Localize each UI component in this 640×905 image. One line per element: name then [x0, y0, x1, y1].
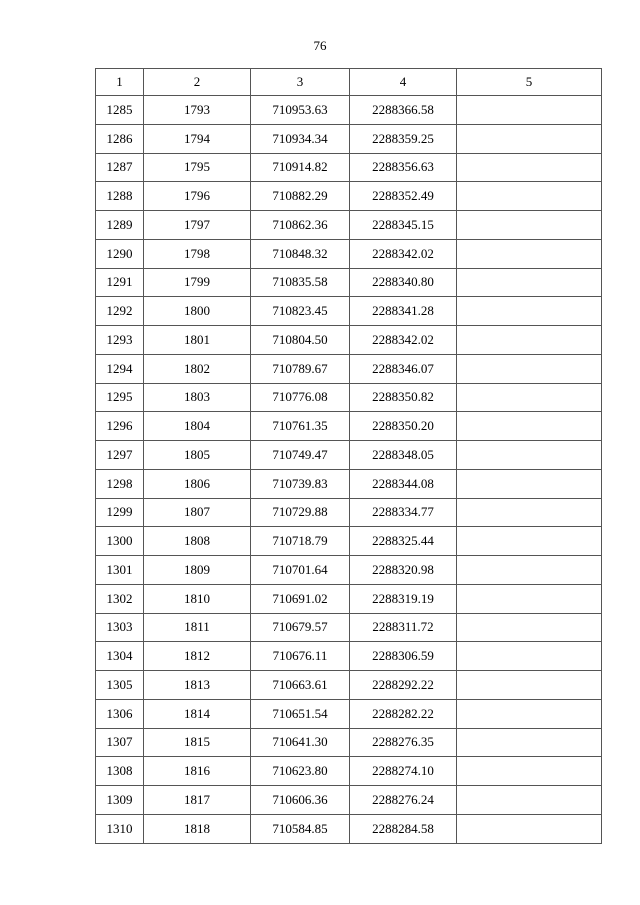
table-row: [96, 556, 602, 585]
table-row: [96, 96, 602, 125]
row-number-cell: 1292: [96, 297, 144, 326]
table-row: [96, 182, 602, 211]
table-row: [96, 527, 602, 556]
x-coordinate-cell: 710749.47: [251, 441, 350, 470]
point-number-cell: 1804: [144, 412, 251, 441]
note-cell: [457, 383, 602, 412]
table-row: [96, 239, 602, 268]
note-cell: [457, 182, 602, 211]
table-row: [96, 354, 602, 383]
note-cell: [457, 556, 602, 585]
note-cell: [457, 584, 602, 613]
table-row: [96, 757, 602, 786]
column-header-4: 4: [350, 69, 457, 96]
row-number-cell: 1305: [96, 671, 144, 700]
x-coordinate-cell: 710953.63: [251, 96, 350, 125]
table-row: [96, 642, 602, 671]
note-cell: [457, 498, 602, 527]
point-number-cell: 1811: [144, 613, 251, 642]
x-coordinate-cell: 710651.54: [251, 699, 350, 728]
x-coordinate-cell: 710691.02: [251, 584, 350, 613]
point-number-cell: 1818: [144, 814, 251, 843]
point-number-cell: 1815: [144, 728, 251, 757]
x-coordinate-cell: 710641.30: [251, 728, 350, 757]
point-number-cell: 1806: [144, 469, 251, 498]
y-coordinate-cell: 2288342.02: [350, 326, 457, 355]
x-coordinate-cell: 710882.29: [251, 182, 350, 211]
point-number-cell: 1805: [144, 441, 251, 470]
table-row: [96, 498, 602, 527]
note-cell: [457, 699, 602, 728]
x-coordinate-cell: 710934.34: [251, 124, 350, 153]
point-number-cell: 1808: [144, 527, 251, 556]
note-cell: [457, 671, 602, 700]
point-number-cell: 1799: [144, 268, 251, 297]
table-row: [96, 786, 602, 815]
y-coordinate-cell: 2288359.25: [350, 124, 457, 153]
point-number-cell: 1813: [144, 671, 251, 700]
y-coordinate-cell: 2288325.44: [350, 527, 457, 556]
table-row: [96, 728, 602, 757]
row-number-cell: 1296: [96, 412, 144, 441]
column-header-2: 2: [144, 69, 251, 96]
note-cell: [457, 326, 602, 355]
x-coordinate-cell: 710823.45: [251, 297, 350, 326]
x-coordinate-cell: 710701.64: [251, 556, 350, 585]
table-row: [96, 671, 602, 700]
x-coordinate-cell: 710804.50: [251, 326, 350, 355]
note-cell: [457, 354, 602, 383]
row-number-cell: 1290: [96, 239, 144, 268]
row-number-cell: 1301: [96, 556, 144, 585]
table-row: [96, 211, 602, 240]
column-header-5: 5: [457, 69, 602, 96]
y-coordinate-cell: 2288341.28: [350, 297, 457, 326]
y-coordinate-cell: 2288352.49: [350, 182, 457, 211]
point-number-cell: 1797: [144, 211, 251, 240]
row-number-cell: 1299: [96, 498, 144, 527]
note-cell: [457, 441, 602, 470]
table-row: [96, 699, 602, 728]
y-coordinate-cell: 2288292.22: [350, 671, 457, 700]
y-coordinate-cell: 2288340.80: [350, 268, 457, 297]
y-coordinate-cell: 2288282.22: [350, 699, 457, 728]
note-cell: [457, 412, 602, 441]
x-coordinate-cell: 710776.08: [251, 383, 350, 412]
note-cell: [457, 786, 602, 815]
point-number-cell: 1817: [144, 786, 251, 815]
table-row: [96, 469, 602, 498]
x-coordinate-cell: 710739.83: [251, 469, 350, 498]
table-row: [96, 124, 602, 153]
row-number-cell: 1287: [96, 153, 144, 182]
x-coordinate-cell: 710718.79: [251, 527, 350, 556]
note-cell: [457, 527, 602, 556]
point-number-cell: 1796: [144, 182, 251, 211]
y-coordinate-cell: 2288345.15: [350, 211, 457, 240]
point-number-cell: 1816: [144, 757, 251, 786]
x-coordinate-cell: 710679.57: [251, 613, 350, 642]
point-number-cell: 1807: [144, 498, 251, 527]
column-header-1: 1: [96, 69, 144, 96]
row-number-cell: 1304: [96, 642, 144, 671]
y-coordinate-cell: 2288342.02: [350, 239, 457, 268]
y-coordinate-cell: 2288334.77: [350, 498, 457, 527]
note-cell: [457, 124, 602, 153]
row-number-cell: 1308: [96, 757, 144, 786]
y-coordinate-cell: 2288311.72: [350, 613, 457, 642]
table-row: [96, 613, 602, 642]
point-number-cell: 1795: [144, 153, 251, 182]
row-number-cell: 1285: [96, 96, 144, 125]
y-coordinate-cell: 2288348.05: [350, 441, 457, 470]
y-coordinate-cell: 2288346.07: [350, 354, 457, 383]
row-number-cell: 1291: [96, 268, 144, 297]
row-number-cell: 1293: [96, 326, 144, 355]
table-row: [96, 584, 602, 613]
note-cell: [457, 814, 602, 843]
x-coordinate-cell: 710761.35: [251, 412, 350, 441]
y-coordinate-cell: 2288350.20: [350, 412, 457, 441]
point-number-cell: 1802: [144, 354, 251, 383]
row-number-cell: 1310: [96, 814, 144, 843]
y-coordinate-cell: 2288344.08: [350, 469, 457, 498]
y-coordinate-cell: 2288319.19: [350, 584, 457, 613]
point-number-cell: 1800: [144, 297, 251, 326]
row-number-cell: 1302: [96, 584, 144, 613]
point-number-cell: 1812: [144, 642, 251, 671]
x-coordinate-cell: 710676.11: [251, 642, 350, 671]
table-row: [96, 383, 602, 412]
table-header: [96, 69, 602, 96]
table-row: [96, 814, 602, 843]
row-number-cell: 1309: [96, 786, 144, 815]
note-cell: [457, 613, 602, 642]
note-cell: [457, 728, 602, 757]
x-coordinate-cell: 710848.32: [251, 239, 350, 268]
y-coordinate-cell: 2288320.98: [350, 556, 457, 585]
row-number-cell: 1294: [96, 354, 144, 383]
column-header-3: 3: [251, 69, 350, 96]
row-number-cell: 1289: [96, 211, 144, 240]
note-cell: [457, 239, 602, 268]
y-coordinate-cell: 2288350.82: [350, 383, 457, 412]
table-row: [96, 326, 602, 355]
point-number-cell: 1803: [144, 383, 251, 412]
note-cell: [457, 469, 602, 498]
row-number-cell: 1307: [96, 728, 144, 757]
note-cell: [457, 297, 602, 326]
y-coordinate-cell: 2288356.63: [350, 153, 457, 182]
note-cell: [457, 757, 602, 786]
coordinates-table: [95, 68, 602, 844]
row-number-cell: 1297: [96, 441, 144, 470]
point-number-cell: 1793: [144, 96, 251, 125]
x-coordinate-cell: 710584.85: [251, 814, 350, 843]
y-coordinate-cell: 2288284.58: [350, 814, 457, 843]
row-number-cell: 1286: [96, 124, 144, 153]
x-coordinate-cell: 710606.36: [251, 786, 350, 815]
row-number-cell: 1295: [96, 383, 144, 412]
note-cell: [457, 211, 602, 240]
row-number-cell: 1288: [96, 182, 144, 211]
x-coordinate-cell: 710862.36: [251, 211, 350, 240]
table-body: [96, 96, 602, 844]
row-number-cell: 1298: [96, 469, 144, 498]
note-cell: [457, 96, 602, 125]
x-coordinate-cell: 710623.80: [251, 757, 350, 786]
point-number-cell: 1798: [144, 239, 251, 268]
point-number-cell: 1810: [144, 584, 251, 613]
page-number: 76: [313, 38, 327, 53]
row-number-cell: 1303: [96, 613, 144, 642]
y-coordinate-cell: 2288276.35: [350, 728, 457, 757]
table-row: [96, 412, 602, 441]
x-coordinate-cell: 710663.61: [251, 671, 350, 700]
note-cell: [457, 268, 602, 297]
table-row: [96, 441, 602, 470]
note-cell: [457, 153, 602, 182]
point-number-cell: 1809: [144, 556, 251, 585]
table-row: [96, 268, 602, 297]
x-coordinate-cell: 710729.88: [251, 498, 350, 527]
header-row: [96, 69, 602, 96]
y-coordinate-cell: 2288306.59: [350, 642, 457, 671]
point-number-cell: 1814: [144, 699, 251, 728]
point-number-cell: 1794: [144, 124, 251, 153]
note-cell: [457, 642, 602, 671]
x-coordinate-cell: 710835.58: [251, 268, 350, 297]
table-row: [96, 153, 602, 182]
row-number-cell: 1306: [96, 699, 144, 728]
x-coordinate-cell: 710914.82: [251, 153, 350, 182]
y-coordinate-cell: 2288274.10: [350, 757, 457, 786]
point-number-cell: 1801: [144, 326, 251, 355]
x-coordinate-cell: 710789.67: [251, 354, 350, 383]
y-coordinate-cell: 2288366.58: [350, 96, 457, 125]
table-row: [96, 297, 602, 326]
row-number-cell: 1300: [96, 527, 144, 556]
y-coordinate-cell: 2288276.24: [350, 786, 457, 815]
